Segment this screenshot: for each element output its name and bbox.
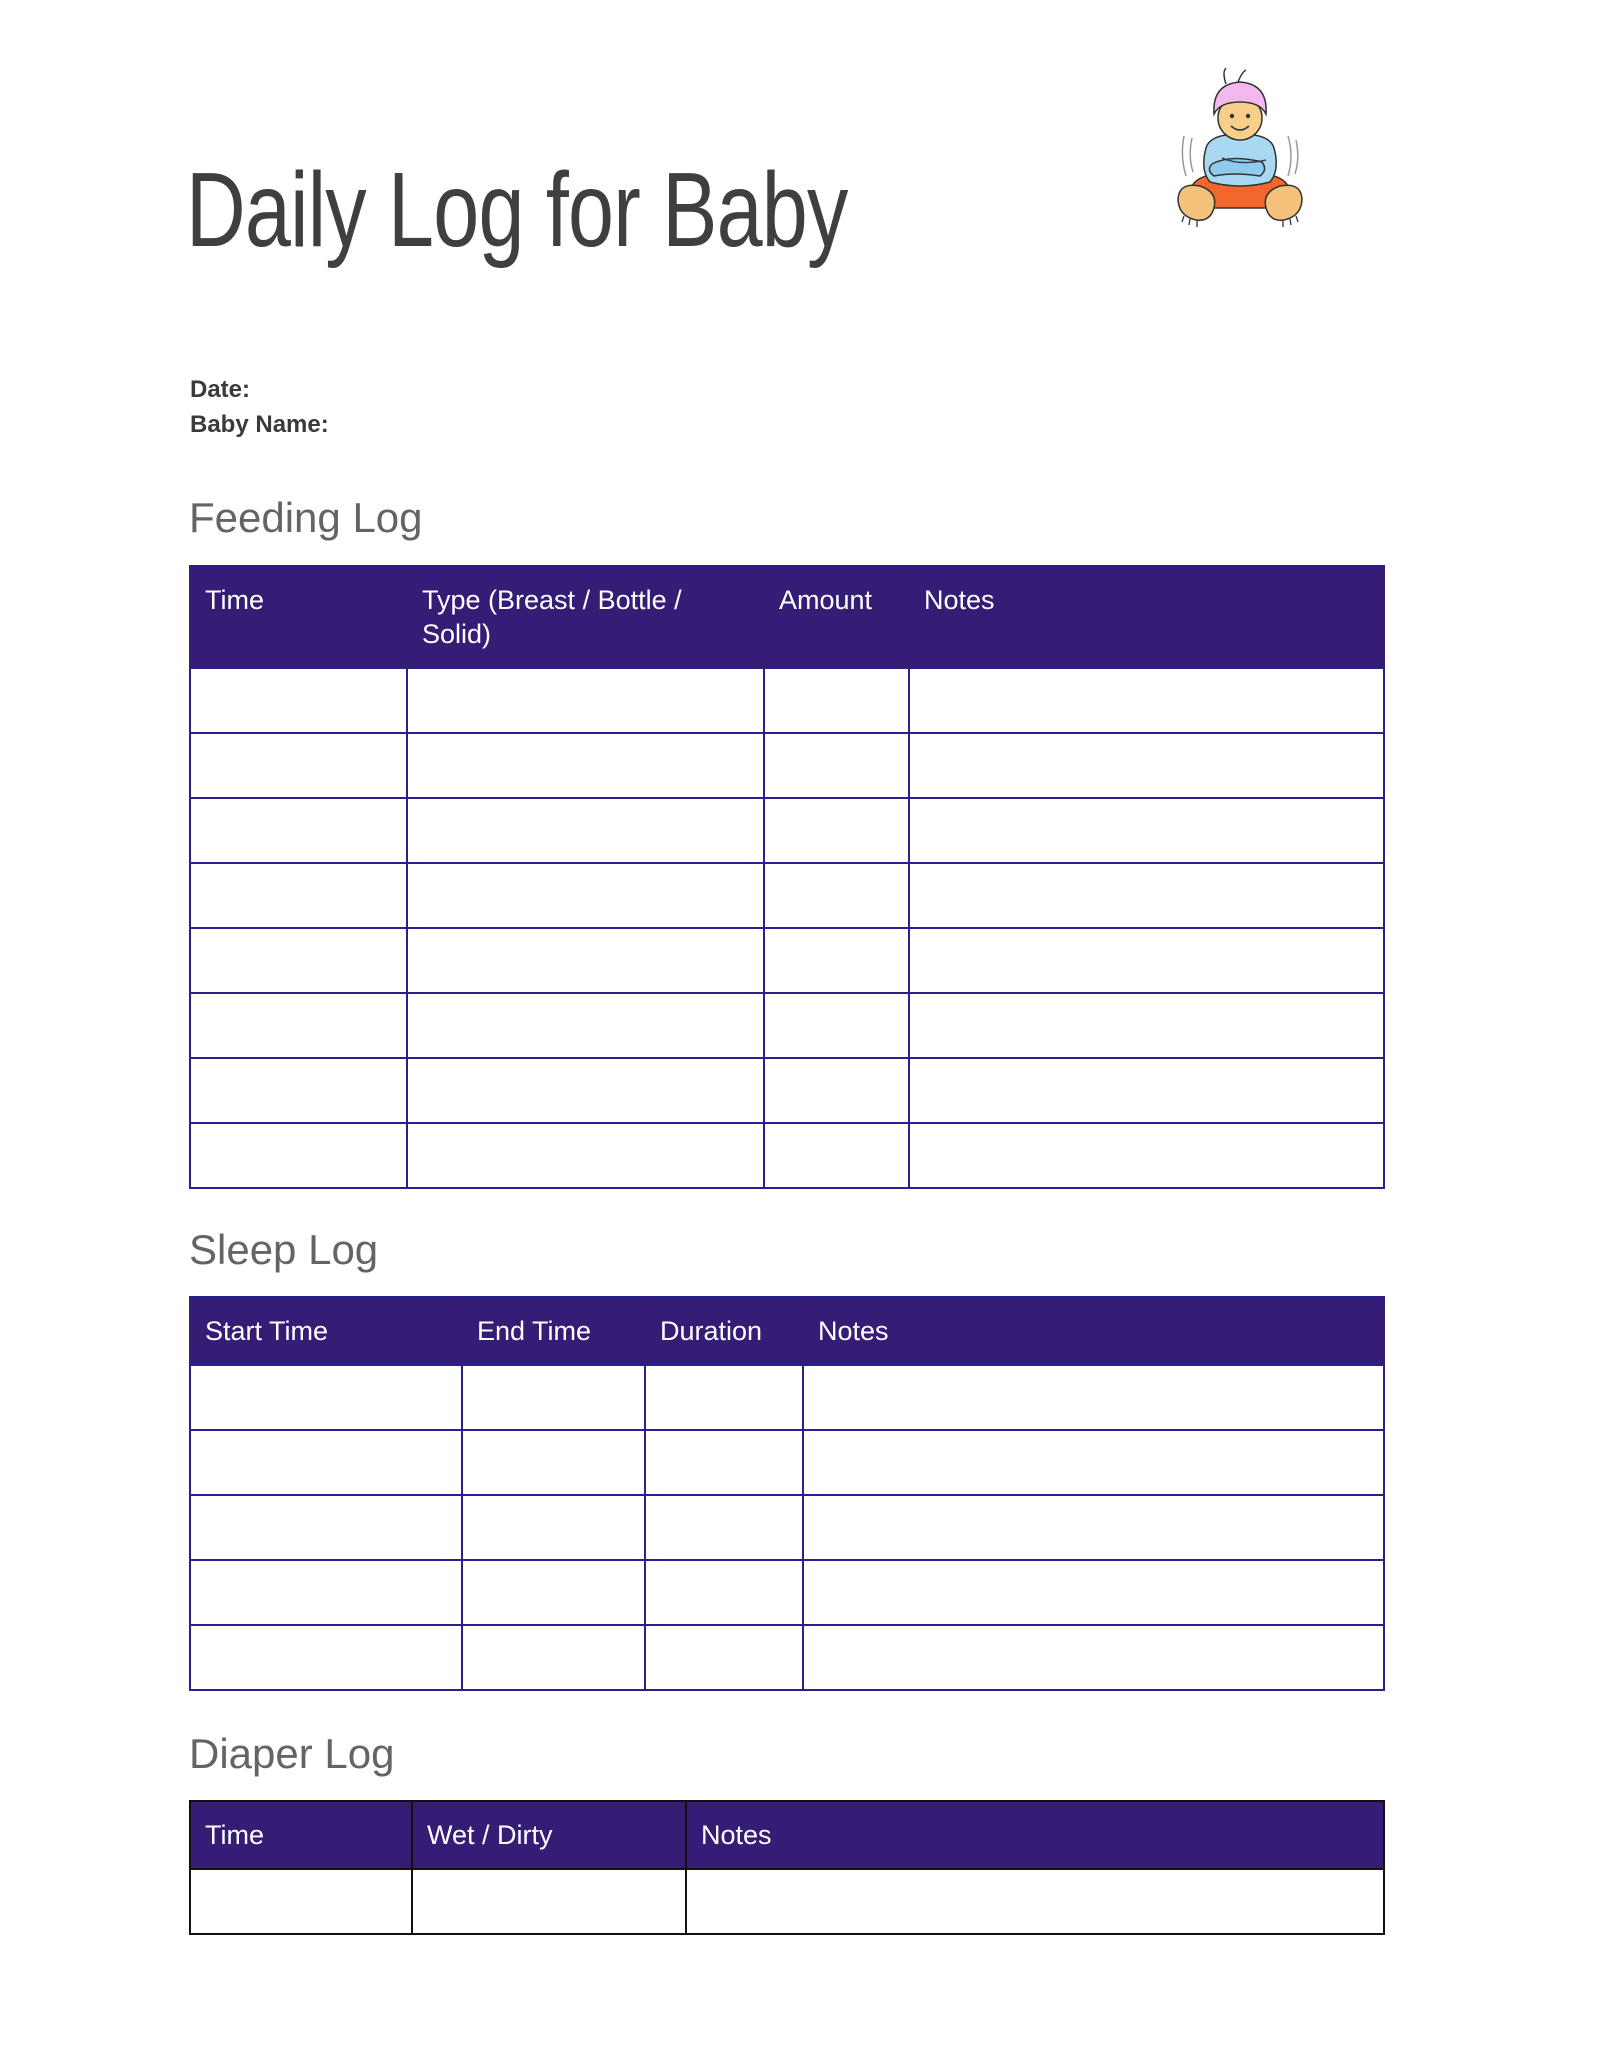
baby-icon — [1170, 66, 1310, 236]
sleep-entry-cell[interactable] — [645, 1560, 803, 1625]
feeding-table-row — [190, 863, 1384, 928]
sleep-entry-cell[interactable] — [803, 1625, 1384, 1690]
sleep-table-row — [190, 1560, 1384, 1625]
feeding-entry-cell[interactable] — [764, 1123, 909, 1188]
feeding-entry-cell[interactable] — [190, 798, 407, 863]
diaper-col-wet-dirty: Wet / Dirty — [412, 1801, 686, 1869]
feeding-entry-cell[interactable] — [909, 668, 1384, 733]
feeding-entry-cell[interactable] — [407, 733, 764, 798]
feeding-col-time: Time — [190, 566, 407, 668]
feeding-col-type: Type (Breast / Bottle / Solid) — [407, 566, 764, 668]
sleep-entry-cell[interactable] — [462, 1430, 645, 1495]
sleep-col-notes: Notes — [803, 1297, 1384, 1365]
diaper-log-heading: Diaper Log — [189, 1730, 395, 1777]
sleep-entry-cell[interactable] — [462, 1495, 645, 1560]
page-title: Daily Log for Baby — [186, 151, 848, 269]
sleep-entry-cell[interactable] — [803, 1365, 1384, 1430]
sleep-entry-cell[interactable] — [190, 1625, 462, 1690]
diaper-table-row — [190, 1869, 1384, 1934]
baby-name-label: Baby Name: — [190, 411, 329, 438]
feeding-entry-cell[interactable] — [909, 798, 1384, 863]
sleep-entry-cell[interactable] — [803, 1495, 1384, 1560]
feeding-entry-cell[interactable] — [190, 1058, 407, 1123]
feeding-entry-cell[interactable] — [909, 863, 1384, 928]
feeding-entry-cell[interactable] — [190, 863, 407, 928]
sleep-entry-cell[interactable] — [190, 1560, 462, 1625]
feeding-table-row — [190, 668, 1384, 733]
diaper-entry-cell[interactable] — [190, 1869, 412, 1934]
feeding-entry-cell[interactable] — [764, 993, 909, 1058]
diaper-header-row — [190, 1801, 1384, 1869]
diaper-col-time: Time — [190, 1801, 412, 1869]
feeding-log-heading: Feeding Log — [189, 494, 423, 541]
feeding-entry-cell[interactable] — [190, 668, 407, 733]
sleep-entry-cell[interactable] — [462, 1560, 645, 1625]
feeding-entry-cell[interactable] — [407, 668, 764, 733]
sleep-header-row — [190, 1297, 1384, 1365]
sleep-col-start-time: Start Time — [190, 1297, 462, 1365]
sleep-entry-cell[interactable] — [190, 1495, 462, 1560]
sleep-col-duration: Duration — [645, 1297, 803, 1365]
feeding-table-row — [190, 798, 1384, 863]
sleep-entry-cell[interactable] — [645, 1495, 803, 1560]
form-meta — [190, 372, 329, 442]
diaper-entry-cell[interactable] — [412, 1869, 686, 1934]
sleep-entry-cell[interactable] — [645, 1625, 803, 1690]
feeding-entry-cell[interactable] — [909, 1123, 1384, 1188]
feeding-entry-cell[interactable] — [407, 993, 764, 1058]
feeding-entry-cell[interactable] — [407, 1058, 764, 1123]
diaper-log-table — [189, 1800, 1385, 1935]
feeding-col-amount: Amount — [764, 566, 909, 668]
sleep-entry-cell[interactable] — [803, 1430, 1384, 1495]
feeding-entry-cell[interactable] — [190, 993, 407, 1058]
feeding-entry-cell[interactable] — [190, 928, 407, 993]
feeding-entry-cell[interactable] — [764, 928, 909, 993]
feeding-header-row — [190, 566, 1384, 668]
feeding-table-row — [190, 1058, 1384, 1123]
feeding-entry-cell[interactable] — [407, 863, 764, 928]
sleep-log-table — [189, 1296, 1385, 1691]
sleep-entry-cell[interactable] — [645, 1365, 803, 1430]
feeding-entry-cell[interactable] — [190, 733, 407, 798]
feeding-entry-cell[interactable] — [764, 1058, 909, 1123]
sleep-table-row — [190, 1625, 1384, 1690]
feeding-entry-cell[interactable] — [407, 798, 764, 863]
feeding-entry-cell[interactable] — [407, 928, 764, 993]
feeding-entry-cell[interactable] — [190, 1123, 407, 1188]
feeding-entry-cell[interactable] — [764, 668, 909, 733]
sleep-table-row — [190, 1430, 1384, 1495]
sleep-entry-cell[interactable] — [803, 1560, 1384, 1625]
feeding-entry-cell[interactable] — [909, 928, 1384, 993]
feeding-col-notes: Notes — [909, 566, 1384, 668]
feeding-entry-cell[interactable] — [909, 1058, 1384, 1123]
diaper-entry-cell[interactable] — [686, 1869, 1384, 1934]
sleep-entry-cell[interactable] — [462, 1365, 645, 1430]
feeding-entry-cell[interactable] — [764, 798, 909, 863]
feeding-log-table — [189, 565, 1385, 1189]
feeding-entry-cell[interactable] — [909, 993, 1384, 1058]
sleep-table-row — [190, 1365, 1384, 1430]
feeding-entry-cell[interactable] — [909, 733, 1384, 798]
sleep-entry-cell[interactable] — [190, 1430, 462, 1495]
sleep-entry-cell[interactable] — [190, 1365, 462, 1430]
sleep-table-row — [190, 1495, 1384, 1560]
feeding-table-row — [190, 1123, 1384, 1188]
sleep-log-heading: Sleep Log — [189, 1226, 379, 1273]
sleep-col-end-time: End Time — [462, 1297, 645, 1365]
feeding-entry-cell[interactable] — [764, 733, 909, 798]
diaper-col-notes: Notes — [686, 1801, 1384, 1869]
sleep-entry-cell[interactable] — [462, 1625, 645, 1690]
feeding-table-row — [190, 733, 1384, 798]
sleep-entry-cell[interactable] — [645, 1430, 803, 1495]
feeding-entry-cell[interactable] — [764, 863, 909, 928]
feeding-table-row — [190, 993, 1384, 1058]
feeding-entry-cell[interactable] — [407, 1123, 764, 1188]
date-label: Date: — [190, 376, 251, 403]
feeding-table-row — [190, 928, 1384, 993]
